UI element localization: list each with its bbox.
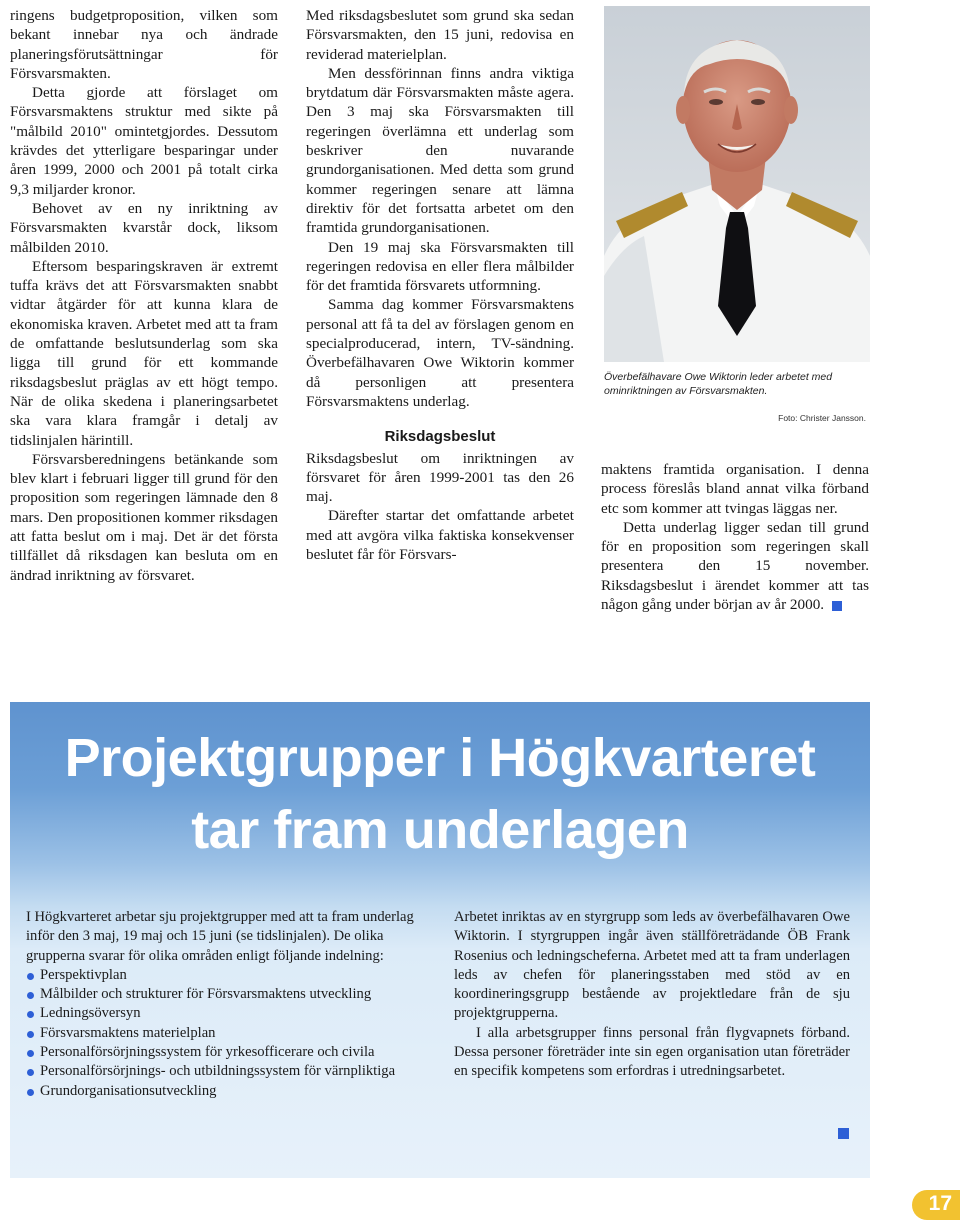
paragraph: Riksdagsbeslut om inriktningen av försvaret för åren 1999-2001 tas den 26 maj. (306, 449, 574, 506)
article-column-1 (10, 6, 278, 585)
list-item: Perspektivplan (26, 966, 422, 985)
paragraph: Därefter startar det omfattande arbetet med att avgöra vilka faktiska konsekvenser beslutet får för Försvars- (306, 507, 574, 564)
photo-credit: Foto: Christer Jansson. (778, 413, 866, 423)
paragraph: Samma dag kommer Försvarsmaktens personal att få ta del av förslagen genom en specialproducerad, intern, TV-sändning. Överbefälhavaren Owe Wiktorin kommer då personligen att presentera Försvarsmaktens underlag. (306, 296, 574, 410)
info-box (10, 702, 870, 1178)
paragraph: Behovet av en ny inriktning av Försvarsmakten kvarstår dock, liksom målbilden 2010. (10, 199, 278, 256)
group-list (26, 966, 422, 1101)
page-number-tab (912, 1190, 960, 1220)
box-column-right (454, 908, 850, 1082)
paragraph: Eftersom besparingskraven är extremt tuffa krävs det att Försvarsmakten snabbt vidtar åtgärder för att kunna klara de ekonomiska kraven. Arbetet med att ta fram de omfattande beslutsunderlag som ska ligga till grund för ett kommande riksdagsbeslut präglas av ett högt tempo. När de olika skedena i planeringsarbetet ska vara klara framgår i detalj av tidslinjalen härintill. (10, 257, 278, 449)
article-column-3 (601, 460, 869, 614)
paragraph: Med riksdagsbeslutet som grund ska sedan Försvarsmakten, den 15 juni, redovisa en reviderad materielplan. (306, 7, 574, 63)
end-mark-icon (832, 601, 842, 611)
paragraph (601, 518, 869, 614)
photo-caption: Överbefälhavare Owe Wiktorin leder arbetet med ominriktningen av Försvarsmakten. (604, 371, 833, 397)
paragraph-text: Detta underlag ligger sedan till grund för en proposition som regeringen skall presentera den 15 november. Riksdagsbeslut i ärendet kommer att tas någon gång under början av år 2000. (601, 518, 869, 614)
portrait-illustration (604, 6, 870, 362)
list-item: Försvarsmaktens materielplan (26, 1024, 422, 1043)
list-item: Ledningsöversyn (26, 1004, 422, 1023)
portrait-photo (604, 6, 870, 362)
paragraph: I alla arbetsgrupper finns personal från flygvapnets förband. Dessa personer företräder inte sin egen organisation utan företräder en specifik kompetens som erfordras i utredningsarbetet. (454, 1024, 850, 1080)
paragraph: Försvarsberedningens betänkande som blev klart i februari ligger till grund för den proposition som regeringen lämnade den 8 mars. Den propositionen kommer riksdagen att fatta beslut om i maj. Det är det första tillfället då riksdagen kan besluta om en ändrad inriktning av försvaret. (10, 450, 278, 584)
box-column-left (26, 908, 422, 1101)
paragraph: ringens budgetproposition, vilken som bekant innebar nya och ändrade planeringsförutsättningar för Försvarsmakten. (10, 7, 278, 82)
list-item: Målbilder och strukturer för Försvarsmaktens utveckling (26, 985, 422, 1004)
box-headline (10, 722, 870, 866)
paragraph: maktens framtida organisation. I denna process föreslås bland annat vilka förband etc som kommer att tvingas läggas ner. (601, 461, 869, 517)
paragraph: Detta gjorde att förslaget om Försvarsmaktens struktur med sikte på "målbild 2010" omintetgjordes. Dessutom krävdes det ytterligare besparingar under åren 1999, 2000 och 2001 på totalt cirka 9,3 miljarder kronor. (10, 84, 278, 198)
list-item: Personalförsörjningssystem för yrkesofficerare och civila (26, 1043, 422, 1062)
page-number: 17 (928, 1192, 952, 1215)
list-item: Grundorganisationsutveckling (26, 1082, 422, 1101)
paragraph: Arbetet inriktas av en styrgrupp som leds av överbefälhavaren Owe Wiktorin. I styrgruppen ingår även ställföreträdande ÖB Frank Rosenius och ledningscheferna. Arbetet med att ta fram underlagen leds av chefen för planeringsstaben med stöd av en koordineringsgrupp bestående av projektledare från de sju projektgrupperna. (454, 909, 850, 1022)
end-mark-icon (838, 1128, 849, 1139)
list-item: Personalförsörjnings- och utbildningssystem för värnpliktiga (26, 1062, 422, 1081)
headline-line: tar fram underlagen (191, 800, 689, 860)
paragraph: Men dessförinnan finns andra viktiga brytdatum där Försvarsmakten måste agera. Den 3 maj ska Försvarsmakten till regeringen överlämna ett underlag som beskriver den nuvarande grundorganisationen. Med detta som grund kommer regeringen senare att lämna direktiv för det fortsatta arbetet om den framtida grundorganisationen. (306, 64, 574, 237)
headline-line: Projektgrupper i Högkvarteret (64, 728, 816, 788)
article-column-2 (306, 6, 574, 564)
paragraph: Den 19 maj ska Försvarsmakten till regeringen redovisa en eller flera målbilder för det framtida försvarets utformning. (306, 238, 574, 295)
box-intro: I Högkvarteret arbetar sju projektgrupper med att ta fram underlag inför den 3 maj, 19 maj och 15 juni (se tidslinjalen). De olika grupperna svarar för olika områden enligt följande indelning: (26, 909, 414, 964)
subheading: Riksdagsbeslut (384, 428, 496, 446)
